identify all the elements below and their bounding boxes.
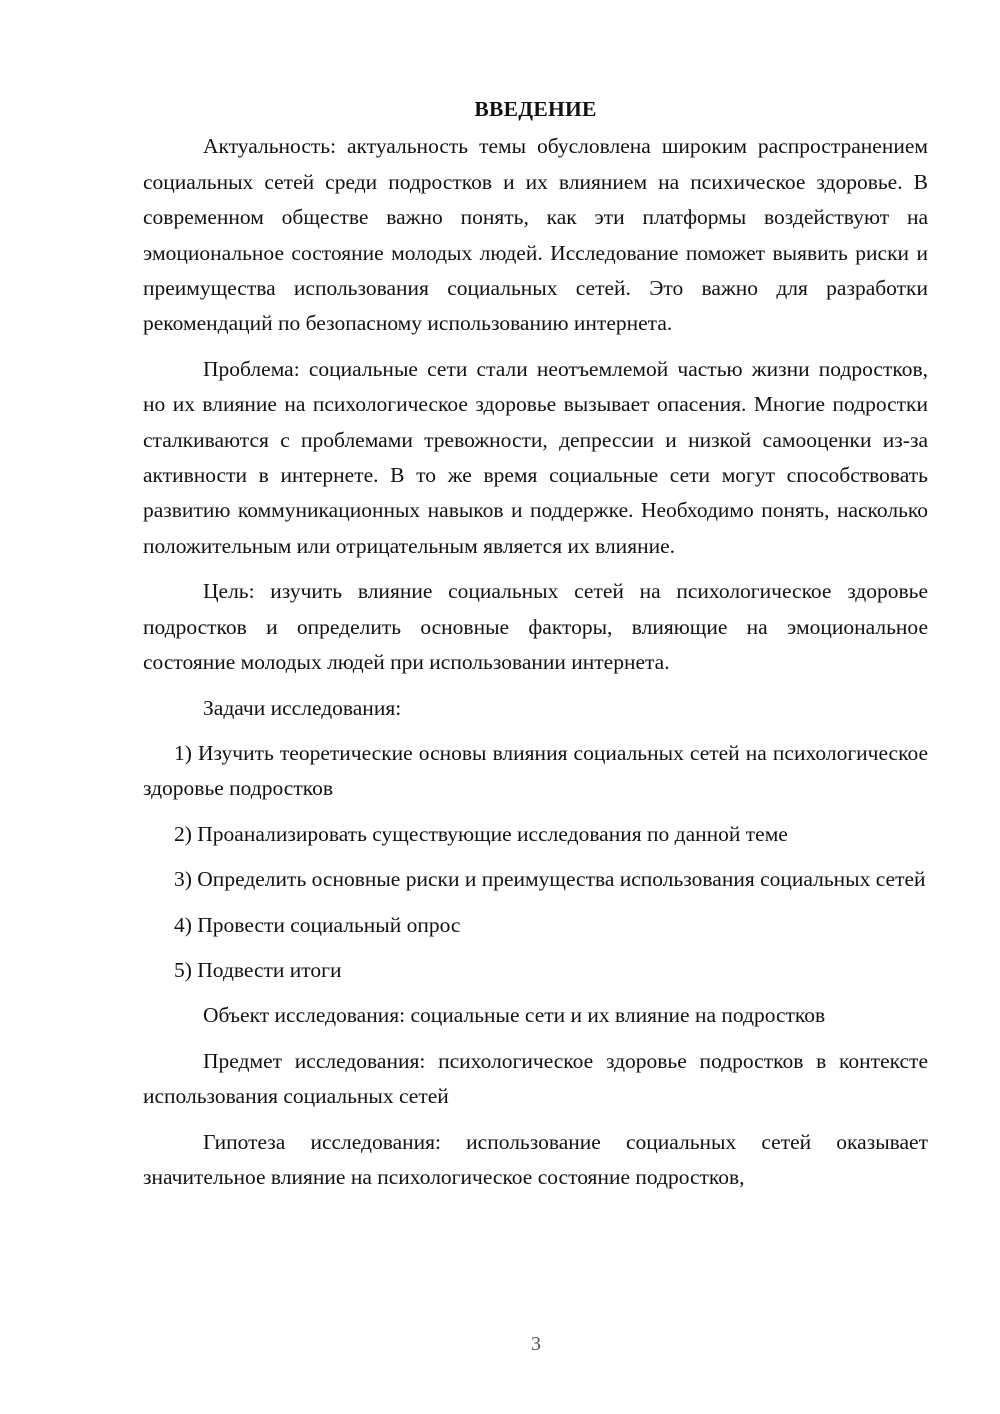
tasks-list [143,736,928,988]
task-item: 4) Провести социальный опрос [174,912,461,937]
paragraph-hypothesis: Гипотеза исследования: использование социальных сетей оказывает значительное влияние на психологическое состояние подростков, [143,1129,928,1189]
task-item: 2) Проанализировать существующие исследования по данной теме [174,821,788,846]
task-item: 3) Определить основные риски и преимущества использования социальных сетей [174,867,926,892]
paragraph-object: Объект исследования: социальные сети и их влияние на подростков [203,1003,826,1028]
task-item: 1) Изучить теоретические основы влияния социальных сетей на психологическое здоровье подростков [143,740,928,801]
task-item: 5) Подвести итоги [174,957,342,982]
page-number: 3 [531,1333,541,1355]
paragraph-goal: Цель: изучить влияние социальных сетей на психологическое здоровье подростков и определить основные факторы, влияющие на эмоциональное состояние молодых людей при использовании интернета. [143,579,928,675]
paragraph-relevance: Актуальность: актуальность темы обусловлена широким распространением социальных сетей среди подростков и их влиянием на психическое здоровье. В современном обществе важно понять, как эти платформы воздействуют на эмоциональное состояние молодых людей. Исследование поможет выявить риски и преимущества использования социальных сетей. Это важно для разработки рекомендаций по безопасному использованию интернета. [143,134,928,336]
paragraph-tasks-heading: Задачи исследования: [203,695,402,720]
paragraph-subject: Предмет исследования: психологическое здоровье подростков в контексте использования социальных сетей [143,1048,928,1109]
section-title: ВВЕДЕНИЕ [474,97,597,121]
paragraph-problem: Проблема: социальные сети стали неотъемлемой частью жизни подростков, но их влияние на психологическое здоровье вызывает опасения. Многие подростки сталкиваются с проблемами тревожности, депрессии и низкой самооценки из-за активности в интернете. В то же время социальные сети могут способствовать развитию коммуникационных навыков и поддержке. Необходимо понять, насколько положительным или отрицательным является их влияние. [143,356,928,558]
page-content [143,92,928,1205]
